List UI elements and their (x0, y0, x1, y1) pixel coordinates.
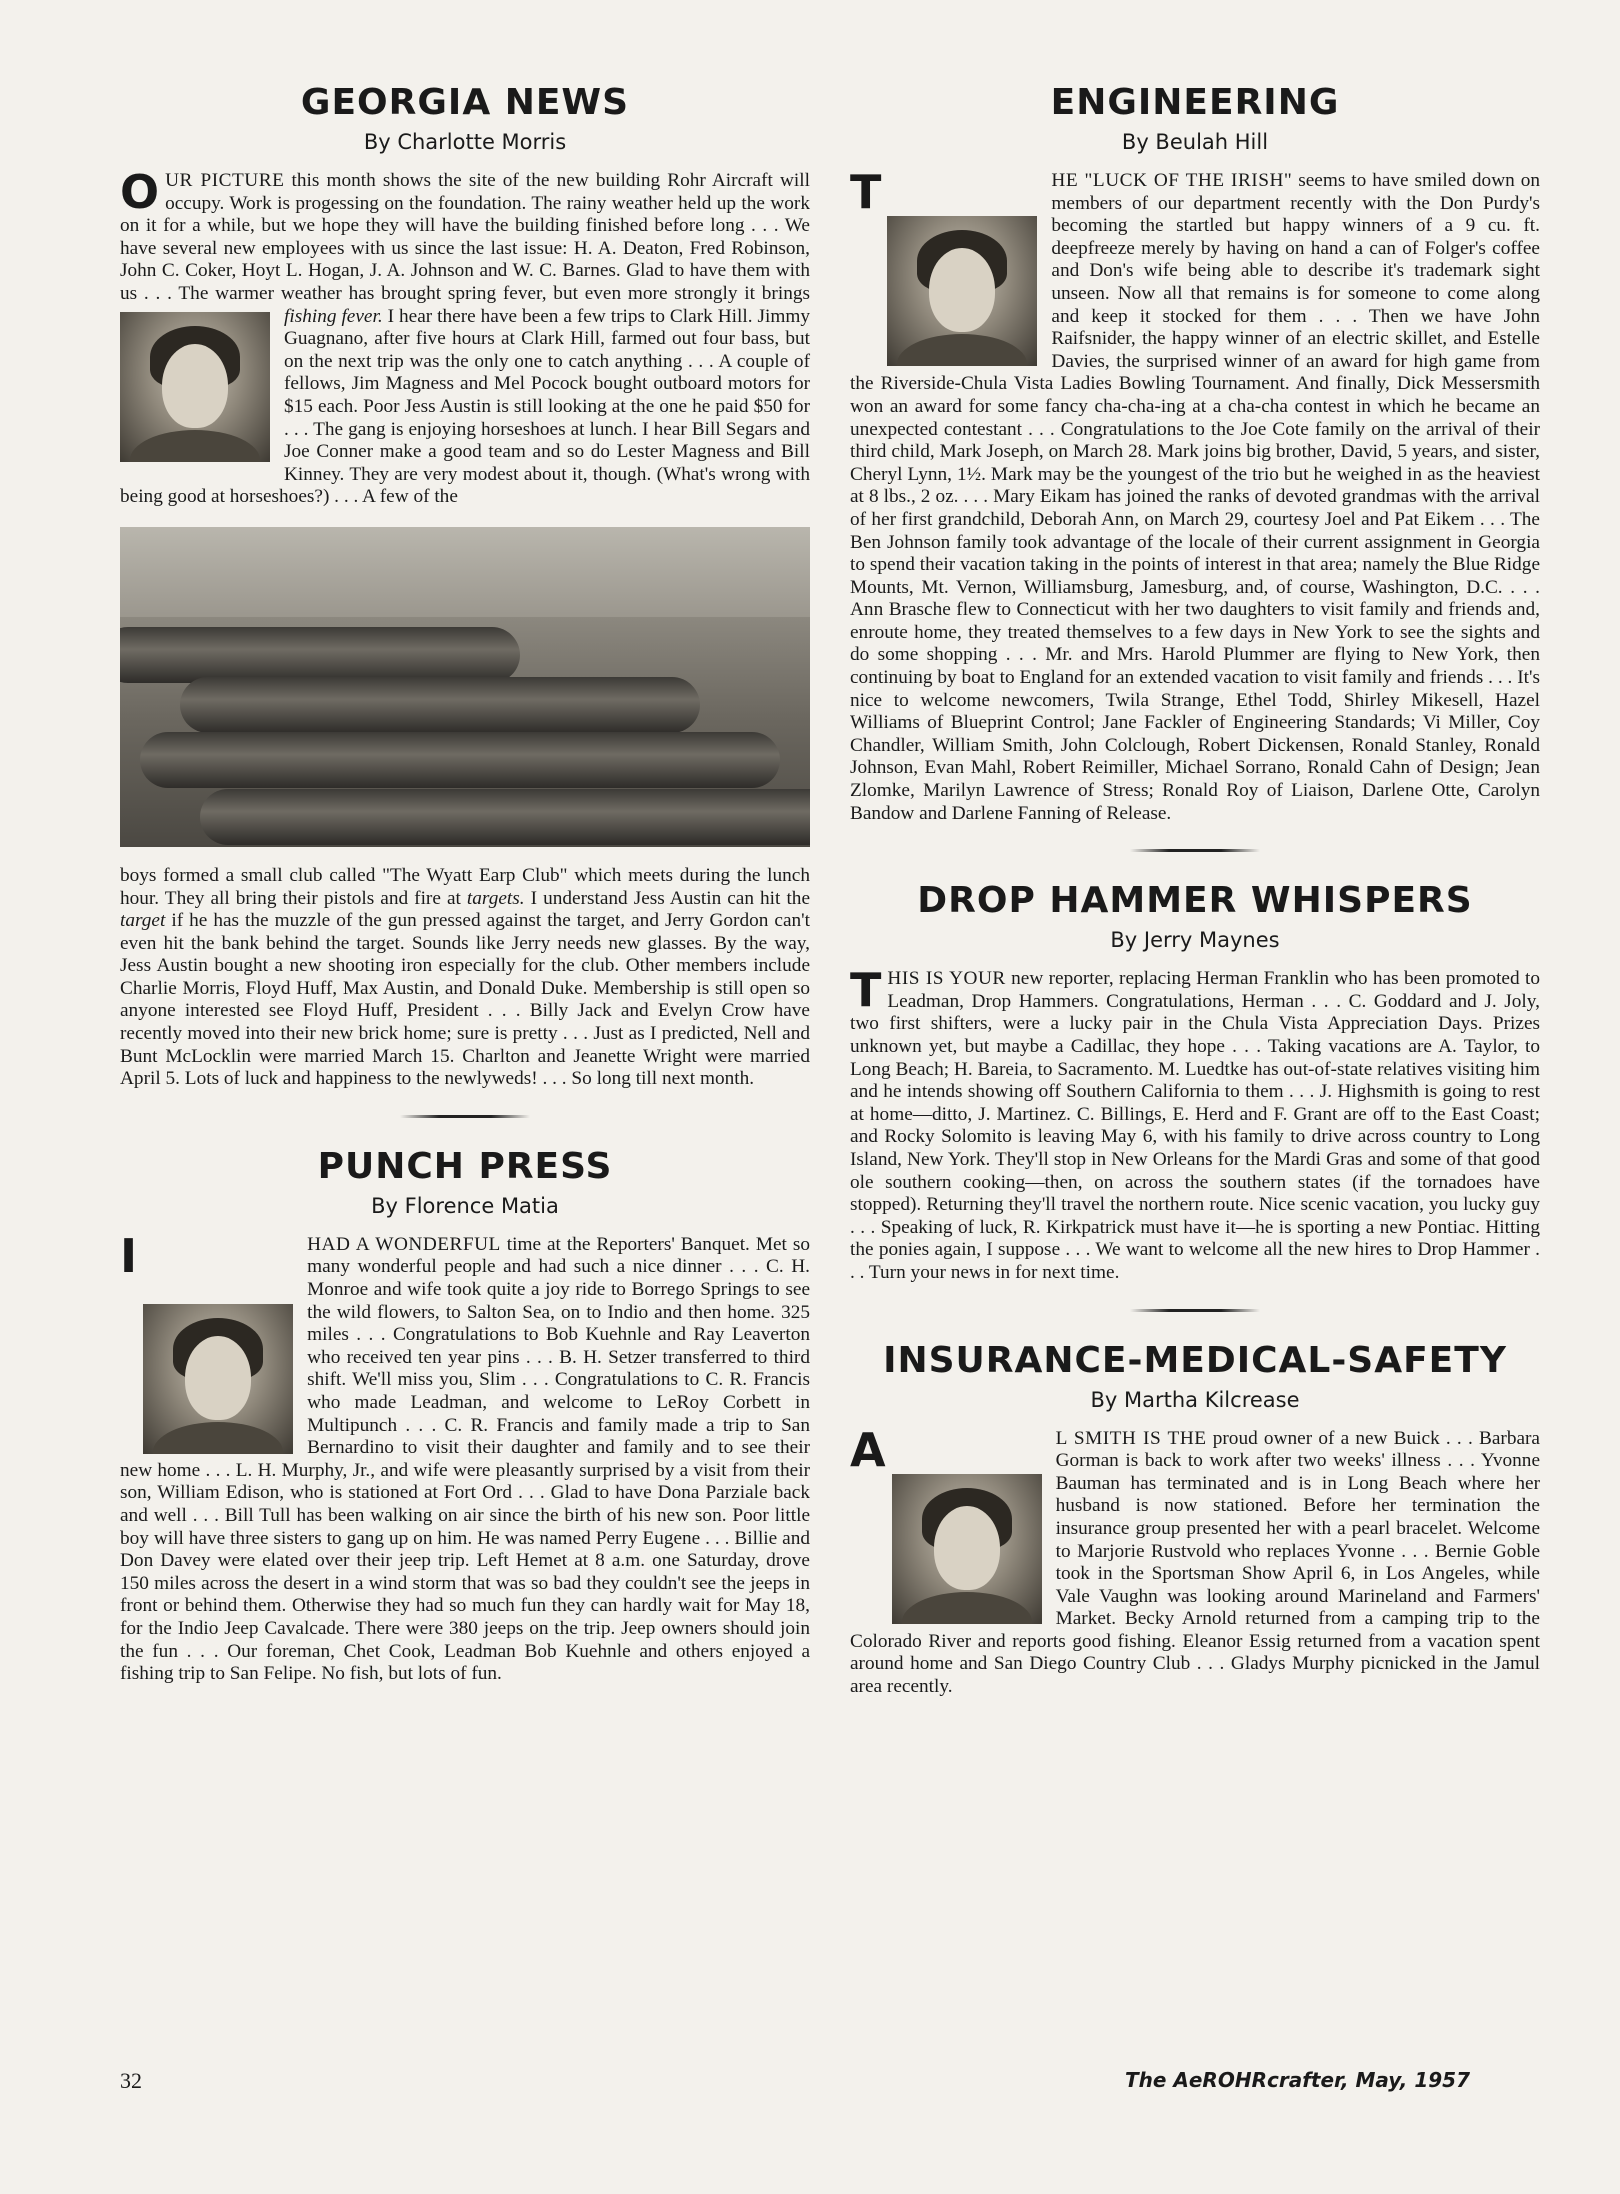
publication-footer: The AeROHRcrafter, May, 1957 (1124, 2068, 1470, 2092)
article-text: if he has the muzzle of the gun pressed against the target, and Jerry Gordon can't even hit the bank behind the target. Sounds like Jerry needs new glasses. By the way, Jess Austin bought a new shooting iron especially for the club. Other members include Charlie Morris, Floyd Huff, Max Austin, and Donald Duke. Membership is still open so anyone interested see Floyd Huff, President . . . Billy Jack and Evelyn Crow have recently moved into their new brick home; sure is pretty . . . Just as I predicted, Nell and Bunt McLocklin were married March 15. Charlton and Jeanette Wright were married April 5. Lots of luck and happiness to the newlyweds! . . . So long till next month. (120, 910, 810, 1090)
byline: By Martha Kilcrease (1090, 1387, 1300, 1412)
section-heading: DROP HAMMER WHISPERS (917, 880, 1473, 922)
punch-press-section (120, 1144, 810, 1686)
lead-words: HIS IS YOUR (887, 968, 1006, 990)
drop-cap: A (850, 1422, 886, 1477)
lead-words: UR PICTURE (165, 170, 285, 191)
section-heading: PUNCH PRESS (317, 1145, 613, 1187)
article-body (850, 165, 1540, 825)
section-divider (400, 1115, 530, 1118)
article-body (850, 963, 1540, 1284)
engineering-section (850, 80, 1540, 825)
lead-words: HE "LUCK OF THE IRISH" (1051, 170, 1293, 191)
right-column (850, 80, 1540, 1699)
drop-cap: O (120, 165, 160, 219)
article-text: this month shows the site of the new building Rohr Aircraft will occupy. Work is progessing on the foundation. The rainy weather held up the work on it for a while, but we hope they will have the building finished before long . . . We have several new employees with us since the last issue: H. A. Deaton, Fred Robinson, John C. Coker, Hoyt L. Hogan, J. A. Johnson and W. C. Barnes. Glad to have them with us . . . The warmer weather has brought spring fever, but even more strongly it brings (120, 170, 810, 304)
article-text: seems to have smiled down on members of our department recently with the Don Purdy's becoming the startled but happy winners of a 9 cu. ft. deepfreeze merely by having on hand a can of Folger's coffee and Don's wife being able to describe it's trademark sight unseen. Now all that remains is for someone to come along and keep it stocked for them . . . Then we have John Raifsnider, the happy winner of an electric skillet, and Estelle Davies, the surprised winner of an award for high game from the Riverside-Chula Vista Ladies Bowling Tournament. And finally, Dick Messersmith won an award for some fancy cha-cha-ing at a cha-cha contest in which he became an unexpected contestant . . . Congratulations to the Joe Cote family on the arrival of their third child, Mark Joseph, on March 28. Mark joins big brother, David, 5 years, and sister, Cheryl Lynn, 1½. Mark may be the youngest of the trio but he weighed in as the heaviest at 8 lbs., 2 oz. . . . Mary Eikam has joined the ranks of devoted grandmas with the arrival of her first grandchild, Deborah Ann, on March 29, courtesy Joel and Pat Eikem . . . The Ben Johnson family took advantage of the locale of their current assignment in Georgia to spend their vacation taking in the points of interest in that area; namely the Blue Ridge Mounts, Mt. Vernon, Williamsburg, Jamesburg, and, of course, Washington, D.C. . . . Ann Brasche flew to Connecticut with her two daughters to visit family and friends and, enroute home, they treated themselves to a few days in New York to see the sights and do some shopping . . . Mr. and Mrs. Harold Plummer are flying to New York, then continuing by boat to England for an extended vacation to visit family and friends . . . It's nice to welcome newcomers, Twila Strange, Ethel Todd, Shirley Mikesell, Hazel Williams of Blueprint Control; Jane Fackler of Engineering Standards; Vi Miller, Coy Chandler, William Smith, John Colclough, Robert Dickensen, Ronald Stanley, Ronald Johnson, Evan Mahl, Robert Reimiller, Michael Sorrano, Ronald Cahn of Design; Jean Zlomke, Marilyn Lawrence of Stress; Ronald Roy of Liaison, Darlene Otte, Carolyn Bandow and Darlene Fanning of Release. (850, 170, 1540, 824)
article-text: I understand Jess Austin can hit the (524, 887, 810, 909)
drop-cap: T (850, 165, 882, 219)
article-text: time at the Reporters' Banquet. Met so many wonderful people and had such a nice dinner . . . C. H. Monroe and wife took quite a joy ride to Borrego Springs to see the wild flowers, to Salton Sea, on to Indio and then home. 325 miles . . . Congratulations to Bob Kuehnle and Ray Leaverton who received ten year pins . . . B. H. Setzer transferred to third shift. We'll miss you, Slim . . . Congratulations to C. R. Francis who made Leadman, and welcome to LeRoy Corbett in Multipunch . . . C. R. Francis and family made a trip to San Bernardino to visit their daughter and family and to see their new home . . . L. H. Murphy, Jr., and wife were pleasantly surprised by a visit from their son, William Edison, who is stationed at Fort Ord . . . Glad to have Dona Parziale back and well . . . Bill Tull has been walking on air since the birth of his new son. Poor little boy will have three sisters to gang up on him. He was named Perry Eugene . . . Billie and Don Davey were elated over their jeep trip. Left Hemet at 8 a.m. one Saturday, drove 150 miles across the desert in a wind storm that was so bad they couldn't see the jeeps in front or behind them. Otherwise they had so much fun they can hardly wait for May 18, for the Indio Jeep Cavalcade. There were 380 jeeps on the trip. Jeep owners should join the fun . . . Our foreman, Chet Cook, Leadman Bob Kuehnle and others enjoyed a fishing trip to San Felipe. No fish, but lots of fun. (120, 1233, 810, 1685)
section-heading: ENGINEERING (1050, 82, 1340, 123)
reporter-portrait (892, 1474, 1042, 1624)
byline: By Charlotte Morris (363, 130, 567, 154)
page-number: 32 (120, 2068, 142, 2093)
drop-hammer-section (850, 878, 1540, 1284)
article-text-italic: target (120, 910, 166, 932)
georgia-news-section (120, 80, 810, 1091)
article-text: proud owner of a new Buick . . . Barbara Gorman is back to work after two weeks' illness . . . Yvonne Bauman has terminated and is in Long Beach where her husband is now stationed. Before her termination the insurance group presented her with a pearl bracelet. Welcome to Marjorie Rustvold who replaces Yvonne . . . Bernie Goble took in the Sportsman Show April 6, in Los Angeles, while Vale Vaughn was looking around Marineland and Farmers' Market. Becky Arnold returned from a camping trip to the Colorado River and reports good fishing. Eleanor Essig returned from a vacation spent around home and San Diego Country Club . . . Gladys Murphy picnicked in the Jamul area recently. (850, 1427, 1540, 1698)
byline: By Florence Matia (371, 1193, 559, 1218)
insurance-section (850, 1338, 1540, 1699)
section-divider (1130, 849, 1260, 852)
reporter-portrait (120, 312, 270, 462)
article-body (850, 1422, 1540, 1699)
byline: By Jerry Maynes (1110, 928, 1280, 953)
drop-cap: T (850, 963, 882, 1018)
article-text: boys formed a small club called "The Wyatt Earp Club" which meets during the lunch hour. They all bring their pistols and fire at (120, 864, 810, 909)
reporter-portrait (887, 216, 1037, 366)
article-body (120, 1228, 810, 1686)
construction-site-photo (120, 527, 810, 847)
article-body (120, 165, 810, 509)
lead-words: HAD A WONDERFUL (307, 1233, 501, 1255)
left-column (120, 80, 810, 1686)
article-body-continued (120, 865, 810, 1091)
section-heading: INSURANCE-MEDICAL-SAFETY (883, 1339, 1507, 1381)
byline: By Beulah Hill (1121, 130, 1269, 154)
article-text-italic: fishing fever. (284, 305, 383, 327)
lead-words: L SMITH IS THE (1055, 1427, 1207, 1449)
section-divider (1130, 1309, 1260, 1312)
article-text: I hear there have been a few trips to Clark Hill. Jimmy Guagnano, after five hours at Clark Hill, farmed out four bass, but on the next trip was the only one to catch anything . . . A couple of fellows, Jim Magness and Mel Pocock bought outboard motors for $15 each. Poor Jess Austin is still looking at the one he paid $50 for . . . The gang is enjoying horseshoes at lunch. I hear Bill Segars and Joe Conner make a good team and so do Lester Magness and Bill Kinney. They are very modest about it, though. (What's wrong with being good at horseshoes?) . . . A few of the (120, 305, 810, 508)
section-heading: GEORGIA NEWS (300, 82, 630, 123)
reporter-portrait (143, 1304, 293, 1454)
article-text-italic: targets. (466, 887, 525, 909)
article-text: new reporter, replacing Herman Franklin who has been promoted to Leadman, Drop Hammers. Congratulations, Herman . . . C. Goddard and J. Joly, two first shifters, were a lucky pair in the Chula Vista Appreciation Days. Prizes unknown yet, but maybe a Cadillac, they hope . . . Taking vacations are A. Taylor, to Long Beach; H. Bareia, to Sacramento. M. Luedtke has out-of-state relatives visiting him and he intends showing off Southern California to them . . . J. Highsmith is going to rest at home—ditto, J. Martinez. C. Billings, E. Herd and F. Grant are off to the East Coast; and Rocky Solomito is leaving May 6, with his family to drive across country to Long Island, New York. They'll stop in New Orleans for the Mardi Gras and some of that good ole southern cooking—then, on across the southern states (if the tornadoes have stopped). Returning they'll travel the northern route. Nice scenic vacation, you lucky guy . . . Speaking of luck, R. Kirkpatrick must have it—he is sporting a new Pontiac. Hitting the ponies again, I suppose . . . We want to welcome all the new hires to Drop Hammer . . . Turn your news in for next time. (850, 968, 1540, 1283)
drop-cap: I (120, 1228, 138, 1283)
